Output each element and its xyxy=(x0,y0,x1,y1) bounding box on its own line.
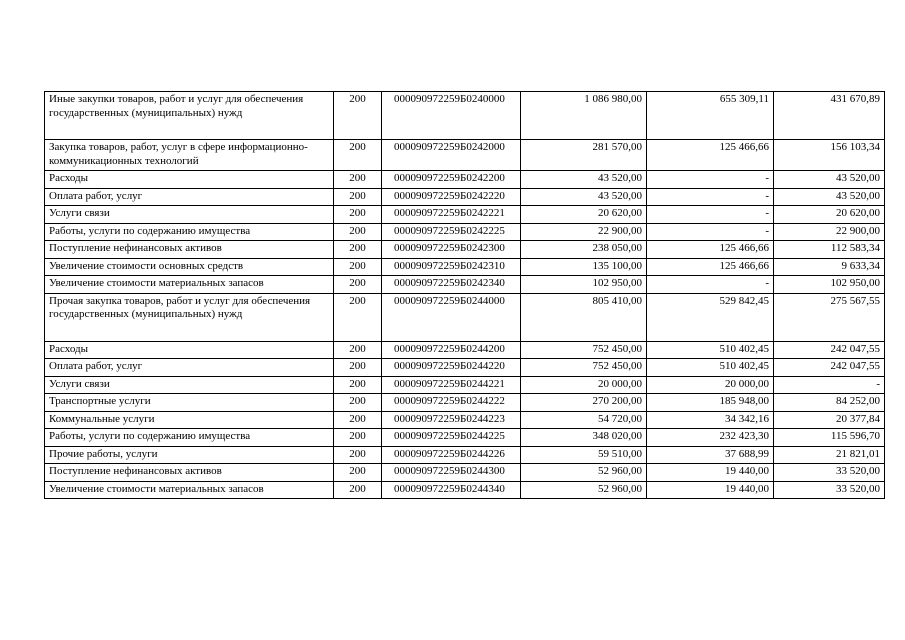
row-code-cell: 000090972259Б0244000 xyxy=(382,293,521,341)
table-row xyxy=(45,464,885,482)
row-name-cell: Работы, услуги по содержанию имущества xyxy=(45,223,334,241)
row-name-cell: Увеличение стоимости основных средств xyxy=(45,258,334,276)
row-executed-cell: - xyxy=(647,206,774,224)
row-name-cell: Работы, услуги по содержанию имущества xyxy=(45,429,334,447)
row-grbs-cell: 200 xyxy=(334,411,382,429)
row-grbs-cell: 200 xyxy=(334,293,382,341)
row-approved-cell: 238 050,00 xyxy=(521,241,647,259)
row-grbs-cell: 200 xyxy=(334,223,382,241)
row-approved-cell: 22 900,00 xyxy=(521,223,647,241)
row-name-cell: Увеличение стоимости материальных запасов xyxy=(45,276,334,294)
row-executed-cell: - xyxy=(647,223,774,241)
table-row xyxy=(45,241,885,259)
row-name-cell: Оплата работ, услуг xyxy=(45,359,334,377)
row-remaining-cell: - xyxy=(774,376,885,394)
row-approved-cell: 270 200,00 xyxy=(521,394,647,412)
row-remaining-cell: 20 377,84 xyxy=(774,411,885,429)
table-row xyxy=(45,171,885,189)
row-approved-cell: 102 950,00 xyxy=(521,276,647,294)
row-name-cell: Услуги связи xyxy=(45,376,334,394)
row-executed-cell: 20 000,00 xyxy=(647,376,774,394)
row-name-cell: Прочие работы, услуги xyxy=(45,446,334,464)
row-name-cell: Услуги связи xyxy=(45,206,334,224)
row-grbs-cell: 200 xyxy=(334,394,382,412)
row-grbs-cell: 200 xyxy=(334,206,382,224)
row-executed-cell: 655 309,11 xyxy=(647,92,774,140)
row-approved-cell: 805 410,00 xyxy=(521,293,647,341)
row-remaining-cell: 20 620,00 xyxy=(774,206,885,224)
table-row xyxy=(45,140,885,171)
row-code-cell: 000090972259Б0244225 xyxy=(382,429,521,447)
row-executed-cell: 19 440,00 xyxy=(647,464,774,482)
row-code-cell: 000090972259Б0244200 xyxy=(382,341,521,359)
budget-table-body xyxy=(45,92,885,499)
row-executed-cell: 37 688,99 xyxy=(647,446,774,464)
row-grbs-cell: 200 xyxy=(334,429,382,447)
budget-table xyxy=(44,91,885,499)
row-code-cell: 000090972259Б0242220 xyxy=(382,188,521,206)
row-code-cell: 000090972259Б0242221 xyxy=(382,206,521,224)
row-approved-cell: 281 570,00 xyxy=(521,140,647,171)
row-code-cell: 000090972259Б0242200 xyxy=(382,171,521,189)
row-grbs-cell: 200 xyxy=(334,258,382,276)
table-row xyxy=(45,429,885,447)
table-row xyxy=(45,188,885,206)
row-remaining-cell: 9 633,34 xyxy=(774,258,885,276)
row-grbs-cell: 200 xyxy=(334,376,382,394)
row-approved-cell: 59 510,00 xyxy=(521,446,647,464)
row-executed-cell: - xyxy=(647,276,774,294)
row-remaining-cell: 112 583,34 xyxy=(774,241,885,259)
row-approved-cell: 54 720,00 xyxy=(521,411,647,429)
row-approved-cell: 20 620,00 xyxy=(521,206,647,224)
row-executed-cell: 185 948,00 xyxy=(647,394,774,412)
row-name-cell: Иные закупки товаров, работ и услуг для обеспечения государственных (муниципальных) нужд xyxy=(45,92,334,140)
row-grbs-cell: 200 xyxy=(334,359,382,377)
row-approved-cell: 52 960,00 xyxy=(521,481,647,499)
row-approved-cell: 43 520,00 xyxy=(521,188,647,206)
row-remaining-cell: 33 520,00 xyxy=(774,481,885,499)
table-row xyxy=(45,481,885,499)
row-approved-cell: 52 960,00 xyxy=(521,464,647,482)
row-executed-cell: 510 402,45 xyxy=(647,341,774,359)
table-row xyxy=(45,394,885,412)
row-name-cell: Поступление нефинансовых активов xyxy=(45,241,334,259)
row-remaining-cell: 43 520,00 xyxy=(774,171,885,189)
row-executed-cell: 125 466,66 xyxy=(647,140,774,171)
table-row xyxy=(45,376,885,394)
table-row xyxy=(45,359,885,377)
row-remaining-cell: 431 670,89 xyxy=(774,92,885,140)
row-executed-cell: 125 466,66 xyxy=(647,241,774,259)
row-name-cell: Поступление нефинансовых активов xyxy=(45,464,334,482)
row-code-cell: 000090972259Б0242300 xyxy=(382,241,521,259)
row-code-cell: 000090972259Б0244220 xyxy=(382,359,521,377)
row-executed-cell: 510 402,45 xyxy=(647,359,774,377)
row-grbs-cell: 200 xyxy=(334,341,382,359)
row-approved-cell: 348 020,00 xyxy=(521,429,647,447)
row-code-cell: 000090972259Б0244222 xyxy=(382,394,521,412)
table-row xyxy=(45,92,885,140)
row-grbs-cell: 200 xyxy=(334,276,382,294)
row-executed-cell: - xyxy=(647,171,774,189)
row-remaining-cell: 33 520,00 xyxy=(774,464,885,482)
table-row xyxy=(45,206,885,224)
row-remaining-cell: 242 047,55 xyxy=(774,341,885,359)
row-remaining-cell: 21 821,01 xyxy=(774,446,885,464)
row-remaining-cell: 275 567,55 xyxy=(774,293,885,341)
row-code-cell: 000090972259Б0244300 xyxy=(382,464,521,482)
row-approved-cell: 43 520,00 xyxy=(521,171,647,189)
row-grbs-cell: 200 xyxy=(334,241,382,259)
table-row xyxy=(45,293,885,341)
row-code-cell: 000090972259Б0244221 xyxy=(382,376,521,394)
row-grbs-cell: 200 xyxy=(334,140,382,171)
table-row xyxy=(45,276,885,294)
table-row xyxy=(45,411,885,429)
row-executed-cell: 125 466,66 xyxy=(647,258,774,276)
table-row xyxy=(45,446,885,464)
row-grbs-cell: 200 xyxy=(334,188,382,206)
row-code-cell: 000090972259Б0240000 xyxy=(382,92,521,140)
row-code-cell: 000090972259Б0244340 xyxy=(382,481,521,499)
row-remaining-cell: 43 520,00 xyxy=(774,188,885,206)
row-name-cell: Закупка товаров, работ, услуг в сфере информационно-коммуникационных технологий xyxy=(45,140,334,171)
row-approved-cell: 752 450,00 xyxy=(521,359,647,377)
row-code-cell: 000090972259Б0244226 xyxy=(382,446,521,464)
row-name-cell: Коммунальные услуги xyxy=(45,411,334,429)
row-remaining-cell: 115 596,70 xyxy=(774,429,885,447)
row-approved-cell: 20 000,00 xyxy=(521,376,647,394)
row-grbs-cell: 200 xyxy=(334,446,382,464)
row-grbs-cell: 200 xyxy=(334,464,382,482)
row-approved-cell: 1 086 980,00 xyxy=(521,92,647,140)
table-row xyxy=(45,258,885,276)
row-code-cell: 000090972259Б0242000 xyxy=(382,140,521,171)
row-code-cell: 000090972259Б0244223 xyxy=(382,411,521,429)
row-approved-cell: 752 450,00 xyxy=(521,341,647,359)
row-code-cell: 000090972259Б0242225 xyxy=(382,223,521,241)
row-grbs-cell: 200 xyxy=(334,481,382,499)
row-name-cell: Оплата работ, услуг xyxy=(45,188,334,206)
row-code-cell: 000090972259Б0242310 xyxy=(382,258,521,276)
row-executed-cell: 34 342,16 xyxy=(647,411,774,429)
row-remaining-cell: 22 900,00 xyxy=(774,223,885,241)
row-executed-cell: 19 440,00 xyxy=(647,481,774,499)
table-row xyxy=(45,341,885,359)
row-remaining-cell: 242 047,55 xyxy=(774,359,885,377)
row-name-cell: Расходы xyxy=(45,341,334,359)
row-name-cell: Транспортные услуги xyxy=(45,394,334,412)
table-row xyxy=(45,223,885,241)
row-grbs-cell: 200 xyxy=(334,92,382,140)
row-executed-cell: 529 842,45 xyxy=(647,293,774,341)
row-name-cell: Увеличение стоимости материальных запасов xyxy=(45,481,334,499)
row-name-cell: Прочая закупка товаров, работ и услуг для обеспечения государственных (муниципальных) нужд xyxy=(45,293,334,341)
row-name-cell: Расходы xyxy=(45,171,334,189)
row-remaining-cell: 102 950,00 xyxy=(774,276,885,294)
row-executed-cell: 232 423,30 xyxy=(647,429,774,447)
row-code-cell: 000090972259Б0242340 xyxy=(382,276,521,294)
row-remaining-cell: 84 252,00 xyxy=(774,394,885,412)
row-remaining-cell: 156 103,34 xyxy=(774,140,885,171)
row-grbs-cell: 200 xyxy=(334,171,382,189)
row-approved-cell: 135 100,00 xyxy=(521,258,647,276)
row-executed-cell: - xyxy=(647,188,774,206)
